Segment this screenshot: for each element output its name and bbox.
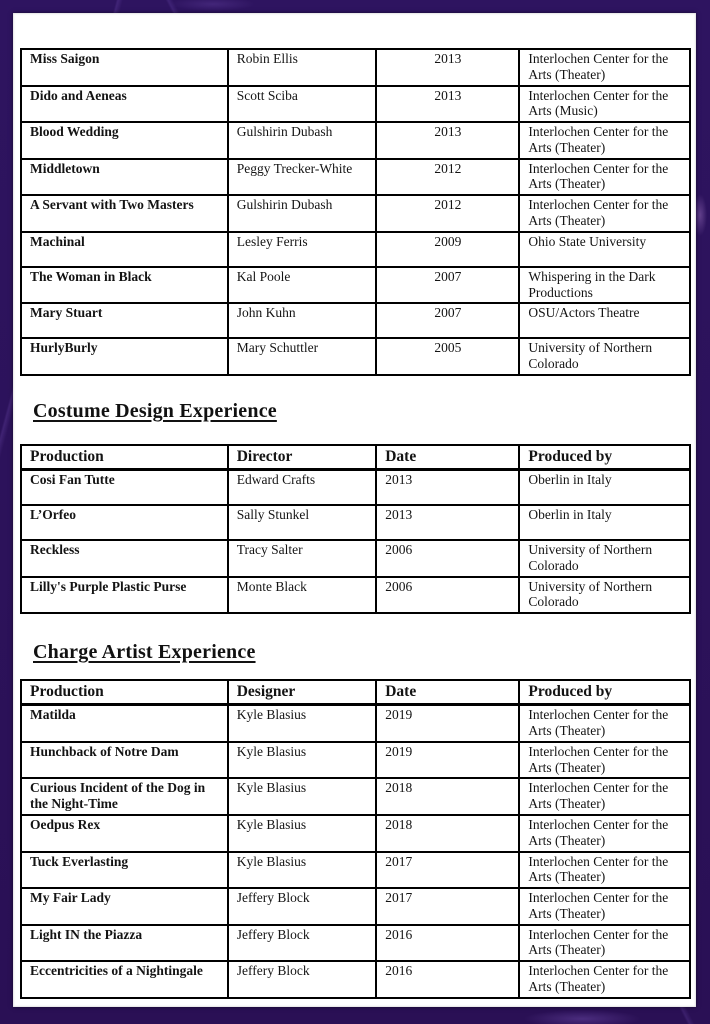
- table-cell: Mary Stuart: [21, 303, 228, 338]
- table-cell: 2009: [376, 232, 519, 267]
- table-cell: Scott Sciba: [228, 86, 377, 123]
- table-cell: Interlochen Center for the Arts (Theater): [519, 49, 690, 86]
- table-cell: Hunchback of Notre Dam: [21, 742, 228, 779]
- table-cell: 2013: [376, 122, 519, 159]
- table-cell: L’Orfeo: [21, 505, 228, 540]
- table-cell: Interlochen Center for the Arts (Theater): [519, 815, 690, 852]
- table-cell: 2016: [376, 925, 519, 962]
- table-cell: 2017: [376, 888, 519, 925]
- table-row: [21, 505, 690, 540]
- table-cell: Mary Schuttler: [228, 338, 377, 375]
- table-row: [21, 267, 690, 304]
- table-cell: Light IN the Piazza: [21, 925, 228, 962]
- table-row: [21, 705, 690, 742]
- table-row: [21, 232, 690, 267]
- table-row: [21, 122, 690, 159]
- table-row: [21, 159, 690, 196]
- table-cell: 2013: [376, 86, 519, 123]
- table-cell: Kal Poole: [228, 267, 377, 304]
- table-row: [21, 338, 690, 375]
- table-cell: Interlochen Center for the Arts (Theater): [519, 122, 690, 159]
- table-cell: Gulshirin Dubash: [228, 122, 377, 159]
- table-row: [21, 815, 690, 852]
- column-header: Designer: [228, 680, 377, 705]
- table-cell: 2018: [376, 778, 519, 815]
- table-cell: 2006: [376, 577, 519, 614]
- table-cell: Kyle Blasius: [228, 852, 377, 889]
- table-cell: Curious Incident of the Dog in the Night-Time: [21, 778, 228, 815]
- table-cell: Interlochen Center for the Arts (Theater): [519, 925, 690, 962]
- table-cell: 2018: [376, 815, 519, 852]
- table-cell: Edward Crafts: [228, 470, 377, 506]
- table-row: [21, 852, 690, 889]
- table-row: [21, 778, 690, 815]
- table-cell: Robin Ellis: [228, 49, 377, 86]
- table-cell: Interlochen Center for the Arts (Theater): [519, 742, 690, 779]
- table-cell: Blood Wedding: [21, 122, 228, 159]
- table-cell: University of Northern Colorado: [519, 577, 690, 614]
- table-row: [21, 49, 690, 86]
- table-cell: 2013: [376, 470, 519, 506]
- table-header-row: [21, 445, 690, 470]
- table-cell: Interlochen Center for the Arts (Theater): [519, 159, 690, 196]
- table-cell: Kyle Blasius: [228, 705, 377, 742]
- table-cell: Jeffery Block: [228, 961, 377, 998]
- table-cell: Cosi Fan Tutte: [21, 470, 228, 506]
- table-cell: 2017: [376, 852, 519, 889]
- table-cell: My Fair Lady: [21, 888, 228, 925]
- column-header: Director: [228, 445, 377, 470]
- table-row: [21, 540, 690, 577]
- table-header-row: [21, 680, 690, 705]
- table-cell: Miss Saigon: [21, 49, 228, 86]
- page-content: [13, 13, 696, 999]
- column-header: Date: [376, 445, 519, 470]
- column-header: Date: [376, 680, 519, 705]
- costume-design-experience-table: [20, 444, 691, 614]
- table-cell: Lilly's Purple Plastic Purse: [21, 577, 228, 614]
- table-cell: Gulshirin Dubash: [228, 195, 377, 232]
- table-cell: University of Northern Colorado: [519, 540, 690, 577]
- table-cell: Dido and Aeneas: [21, 86, 228, 123]
- table-cell: Interlochen Center for the Arts (Theater): [519, 705, 690, 742]
- table-cell: 2013: [376, 505, 519, 540]
- table-row: [21, 470, 690, 506]
- table-cell: Tuck Everlasting: [21, 852, 228, 889]
- table-row: [21, 925, 690, 962]
- table-cell: The Woman in Black: [21, 267, 228, 304]
- table-cell: A Servant with Two Masters: [21, 195, 228, 232]
- resume-page: [13, 13, 696, 1007]
- table-cell: 2007: [376, 267, 519, 304]
- table-cell: Ohio State University: [519, 232, 690, 267]
- table-cell: Interlochen Center for the Arts (Theater): [519, 888, 690, 925]
- table-cell: OSU/Actors Theatre: [519, 303, 690, 338]
- production-experience-continued-table: [20, 48, 691, 376]
- table-row: [21, 742, 690, 779]
- table-cell: John Kuhn: [228, 303, 377, 338]
- table-cell: Interlochen Center for the Arts (Theater): [519, 195, 690, 232]
- column-header: Production: [21, 445, 228, 470]
- table-cell: 2006: [376, 540, 519, 577]
- table-cell: 2012: [376, 195, 519, 232]
- column-header: Produced by: [519, 680, 690, 705]
- table-cell: Kyle Blasius: [228, 742, 377, 779]
- table-cell: 2019: [376, 705, 519, 742]
- table-row: [21, 577, 690, 614]
- table-row: [21, 195, 690, 232]
- table-cell: Kyle Blasius: [228, 815, 377, 852]
- table-cell: Lesley Ferris: [228, 232, 377, 267]
- table-cell: 2013: [376, 49, 519, 86]
- table-cell: Peggy Trecker-White: [228, 159, 377, 196]
- table-row: [21, 303, 690, 338]
- table-cell: HurlyBurly: [21, 338, 228, 375]
- table-cell: 2016: [376, 961, 519, 998]
- table-cell: Interlochen Center for the Arts (Theater): [519, 852, 690, 889]
- table-cell: Jeffery Block: [228, 888, 377, 925]
- table-cell: Jeffery Block: [228, 925, 377, 962]
- table-cell: Sally Stunkel: [228, 505, 377, 540]
- column-header: Produced by: [519, 445, 690, 470]
- table-cell: Tracy Salter: [228, 540, 377, 577]
- table-cell: Interlochen Center for the Arts (Theater): [519, 961, 690, 998]
- table-row: [21, 86, 690, 123]
- table-cell: 2019: [376, 742, 519, 779]
- table-row: [21, 888, 690, 925]
- table-cell: Oedpus Rex: [21, 815, 228, 852]
- charge-artist-experience-heading: Charge Artist Experience: [33, 641, 256, 664]
- table-cell: 2007: [376, 303, 519, 338]
- table-cell: Interlochen Center for the Arts (Music): [519, 86, 690, 123]
- table-cell: Matilda: [21, 705, 228, 742]
- table-cell: Eccentricities of a Nightingale: [21, 961, 228, 998]
- table-cell: Machinal: [21, 232, 228, 267]
- column-header: Production: [21, 680, 228, 705]
- table-cell: Middletown: [21, 159, 228, 196]
- table-cell: Oberlin in Italy: [519, 470, 690, 506]
- table-cell: University of Northern Colorado: [519, 338, 690, 375]
- table-cell: 2012: [376, 159, 519, 196]
- table-cell: Reckless: [21, 540, 228, 577]
- charge-artist-experience-table: [20, 679, 691, 999]
- table-cell: Oberlin in Italy: [519, 505, 690, 540]
- table-cell: Whispering in the Dark Productions: [519, 267, 690, 304]
- table-cell: 2005: [376, 338, 519, 375]
- table-cell: Kyle Blasius: [228, 778, 377, 815]
- table-cell: Interlochen Center for the Arts (Theater): [519, 778, 690, 815]
- table-cell: Monte Black: [228, 577, 377, 614]
- table-row: [21, 961, 690, 998]
- costume-design-experience-heading: Costume Design Experience: [33, 399, 277, 422]
